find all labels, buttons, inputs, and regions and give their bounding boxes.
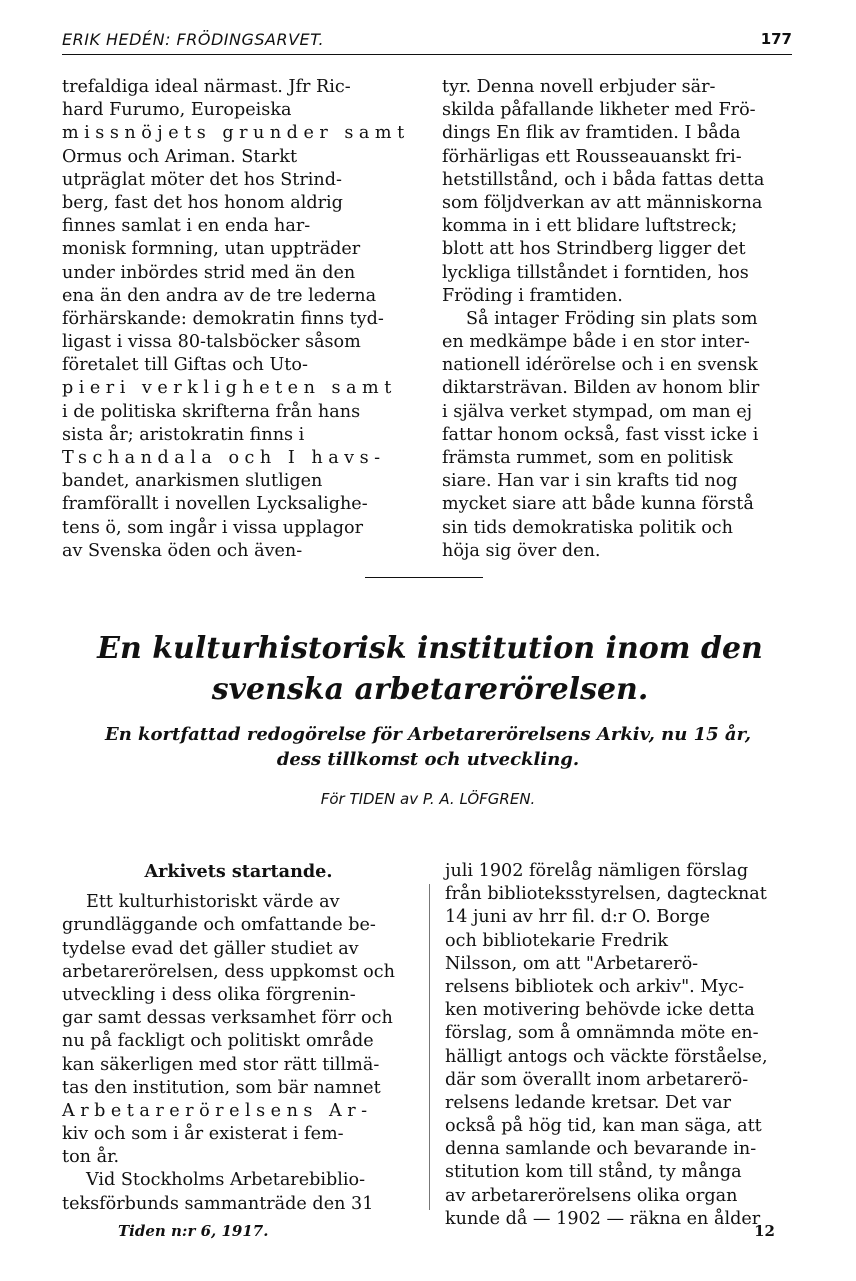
text-line: relsens bibliotek och arkiv". Myc-: [445, 976, 745, 997]
text-line: ena än den andra av de tre lederna: [62, 285, 377, 306]
text-line: nationell idérörelse och i en svensk: [442, 355, 758, 376]
page-number: 177: [760, 30, 792, 48]
text-line: trefaldiga ideal närmast. Jfr Ric-: [62, 77, 351, 97]
text-line: juli 1902 förelåg nämligen förslag: [445, 861, 749, 881]
text-line: skilda påfallande likheter med Frö-: [442, 100, 756, 121]
text-line: teksförbunds sammanträde den 31: [62, 1193, 374, 1214]
text-line: finnes samlat i en enda har-: [62, 216, 311, 237]
text-line: utpräglat möter det hos Strind-: [62, 169, 342, 190]
text-line: dings En flik av framtiden. I båda: [442, 123, 741, 144]
text-line: ton år.: [62, 1147, 120, 1168]
signature-number: 12: [754, 1222, 775, 1240]
text-line: i de politiska skrifterna från hans: [62, 401, 361, 422]
text-line: tydelse evad det gäller studiet av: [62, 938, 359, 959]
text-line: tas den institution, som bär namnet: [62, 1077, 381, 1098]
article-subtitle-line: En kortfattad redogörelse för Arbetarerörelsens Arkiv, nu 15 år,: [104, 724, 752, 745]
text-line: Ett kulturhistoriskt värde av: [86, 892, 340, 913]
article-title: [60, 628, 800, 710]
article-title-line: svenska arbetarerörelsen.: [211, 672, 649, 707]
text-line: kunde då — 1902 — räkna en ålder: [445, 1208, 761, 1229]
text-line: Nilsson, om att "Arbetarerö-: [445, 953, 699, 974]
text-line: lyckliga tillståndet i forntiden, hos: [442, 262, 749, 283]
text-line: i själva verket stympad, om man ej: [442, 401, 753, 422]
text-line: kan säkerligen med stor rätt tillmä-: [62, 1054, 380, 1075]
article-right-column: [445, 860, 791, 1231]
running-head-title: ERIK HEDÉN: FRÖDINGSARVET.: [62, 30, 325, 49]
text-line: främsta rummet, som en politisk: [442, 448, 733, 468]
running-head: [62, 30, 792, 55]
text-line: där som överallt inom arbetarerö-: [445, 1069, 749, 1090]
text-line: missnöjets grunder samt: [62, 123, 410, 144]
text-line: Ormus och Ariman. Starkt: [62, 146, 298, 167]
article-subtitle: [62, 722, 794, 772]
text-line: pieri verkligheten samt: [62, 378, 397, 399]
text-line: kiv och som i år existerat i fem-: [62, 1124, 344, 1145]
text-line: sista år; aristokratin finns i: [62, 424, 305, 445]
previous-article-right-column: [442, 76, 791, 563]
text-line: fattar honom också, fast visst icke i: [442, 424, 759, 445]
text-line: stitution kom till stånd, ty många: [445, 1162, 742, 1183]
text-line: Fröding i framtiden.: [442, 285, 623, 306]
article-title-line: En kulturhistorisk institution inom den: [97, 631, 763, 666]
text-line: gar samt dessas verksamhet förr och: [62, 1008, 393, 1029]
section-heading: Arkivets startande.: [144, 861, 333, 882]
text-line: som följdverkan av att människorna: [442, 192, 763, 213]
text-line: av Svenska öden och även-: [62, 540, 303, 561]
text-line: siare. Han var i sin krafts tid nog: [442, 471, 738, 492]
text-line: företalet till Giftas och Uto-: [62, 355, 308, 376]
article-byline: För TIDEN av P. A. LÖFGREN.: [320, 790, 536, 808]
text-line: mycket siare att både kunna förstå: [442, 494, 754, 515]
text-line: grundläggande och omfattande be-: [62, 915, 376, 936]
text-line: nu på fackligt och politiskt område: [62, 1031, 374, 1052]
text-line: monisk formning, utan uppträder: [62, 239, 361, 260]
text-line: 14 juni av hrr fil. d:r O. Borge: [445, 907, 711, 928]
text-line: Tschandala och I havs-: [62, 448, 386, 468]
text-line: blott att hos Strindberg ligger det: [442, 239, 746, 260]
text-line: utveckling i dess olika förgrenin-: [62, 984, 356, 1005]
text-line: diktarsträvan. Bilden av honom blir: [442, 378, 760, 399]
text-line: förhärskande: demokratin finns tyd-: [62, 308, 384, 329]
text-line: och bibliotekarie Fredrik: [445, 930, 669, 951]
text-line: en medkämpe både i en stor inter-: [442, 332, 750, 353]
text-line: berg, fast det hos honom aldrig: [62, 192, 343, 213]
article-left-column: [62, 860, 415, 1216]
text-line: förhärligas ett Rousseauanskt fri-: [442, 146, 742, 167]
text-line: hälligt antogs och väckte förståelse,: [445, 1046, 768, 1067]
text-line: komma in i ett blidare luftstreck;: [442, 216, 738, 237]
text-line: förslag, som å omnämnda möte en-: [445, 1023, 759, 1044]
issue-footer: Tiden n:r 6, 1917.: [118, 1222, 269, 1240]
text-line: hard Furumo, Europeiska: [62, 100, 292, 121]
text-line: tens ö, som ingår i vissa upplagor: [62, 517, 363, 538]
text-line: under inbördes strid med än den: [62, 262, 356, 283]
text-line: hetstillstånd, och i båda fattas detta: [442, 169, 765, 190]
text-line: Arbetarerörelsens Ar-: [62, 1100, 373, 1121]
section-divider: [365, 577, 483, 578]
text-line: också på hög tid, kan man säga, att: [445, 1116, 762, 1137]
text-line: framförallt i novellen Lycksalighe-: [62, 494, 368, 515]
text-line: tyr. Denna novell erbjuder sär-: [442, 77, 716, 97]
text-line: ken motivering behövde icke detta: [445, 1000, 755, 1021]
text-line: från biblioteksstyrelsen, dagtecknat: [445, 884, 767, 905]
text-line: relsens ledande kretsar. Det var: [445, 1092, 731, 1113]
article-subtitle-line: dess tillkomst och utveckling.: [276, 749, 580, 770]
text-line: sin tids demokratiska politik och: [442, 517, 733, 538]
text-line: bandet, anarkismen slutligen: [62, 471, 323, 492]
text-line: av arbetarerörelsens olika organ: [445, 1185, 738, 1206]
text-line: arbetarerörelsen, dess uppkomst och: [62, 961, 395, 982]
previous-article-left-column: [62, 76, 415, 563]
text-line: höja sig över den.: [442, 540, 601, 561]
text-line: ligast i vissa 80-talsböcker såsom: [62, 332, 361, 353]
text-line: Så intager Fröding sin plats som: [466, 308, 758, 329]
column-divider: [429, 884, 430, 1210]
text-line: denna samlande och bevarande in-: [445, 1139, 757, 1160]
text-line: Vid Stockholms Arbetarebiblio-: [86, 1170, 366, 1191]
